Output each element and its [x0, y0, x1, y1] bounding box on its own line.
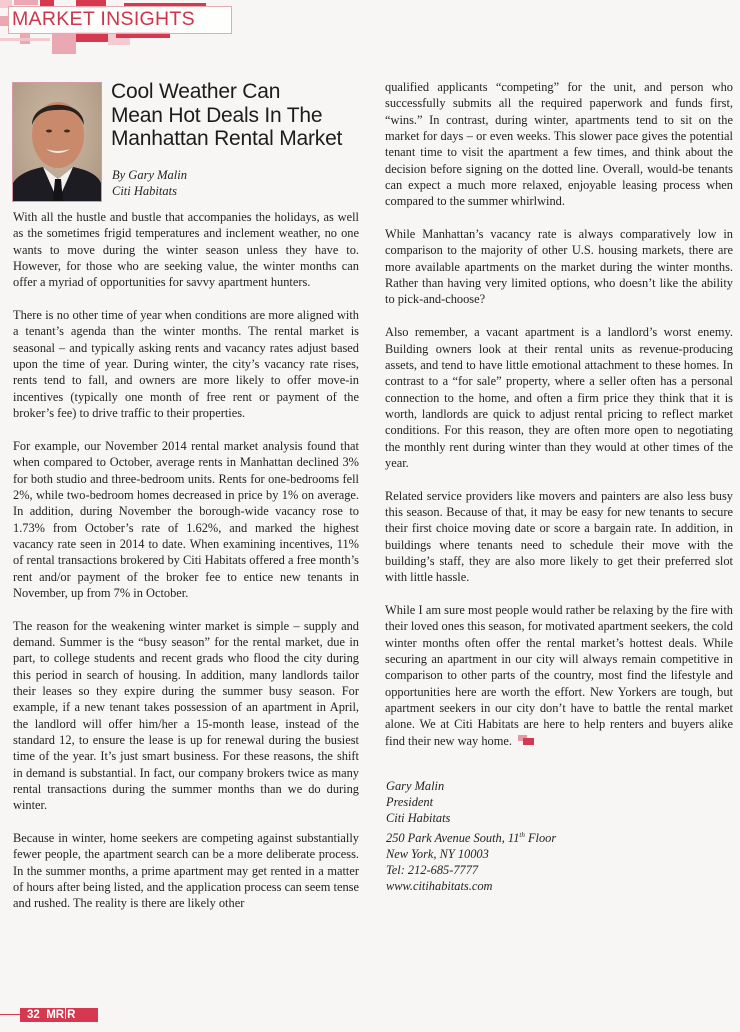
article-column-right [385, 79, 733, 765]
signature-website[interactable]: www.citihabitats.com [386, 879, 493, 894]
article-column-left [13, 209, 359, 928]
signature-city: New York, NY 10003 [386, 846, 489, 861]
paragraph-text: While I am sure most people would rather be relaxing by the fire with their loved ones this season, for motivated apartment seekers, the cold winter months often offer the rental market’s hottest deals. While securing an apartment in our city will always remain competitive in comparison to other parts of the country, most find the lifestyle and opportunities here are worth the effort. New Yorkers are tough, but apartment seekers in our city don’t have to battle the rental market alone. We at Citi Habitats are here to help renters and buyers alike find their new way home. [385, 603, 733, 748]
paragraph: Because in winter, home seekers are competing against substantially fewer people, the apartment search can be a more deliberate process. In the summer months, a prime apartment may get rented in a matter of hours after being listed, and the application process can seem tense and rushed. The reality is there are likely other [13, 831, 359, 911]
article-headline [111, 80, 361, 151]
paragraph: qualified applicants “competing” for the unit, and person who successfully submits all the required paperwork and funds first, “wins.” In contrast, during winter, apartments tend to sit on the market for days – or even weeks. This slower pace gives the potential tenant time to visit the apartment a few times, and think about the decision before signing on the dotted line. Overall, would-be tenants can expect a much more relaxed, enjoyable leasing process when compared to the summer whirlwind. [385, 80, 733, 209]
paragraph: There is no other time of year when conditions are more aligned with a tenant’s agenda than the winter months. The rental market is seasonal – and typically asking rents and vacancy rates adjust based upon the time of year. During winter, the city’s vacancy rate rises, rents tend to fall, and owners are more likely to offer move-in incentives (typically one month of free rent or payment of the broker’s fee) to drive traffic to their properties. [13, 308, 359, 421]
signature-title: President [386, 795, 434, 810]
paragraph: Also remember, a vacant apartment is a landlord’s worst enemy. Building owners look at their rental units as revenue-producing assets, and tend to have little emotional attachment to these homes. In contrast to a “for sale” property, where a seller often has a personal connection to the home, and often a firm price they think that it is worth, landlords are quick to adjust rental pricing to reflect market conditions. For this reason, they are often more open to negotiating the monthly rent during winter than they would at other times of the year. [385, 325, 733, 470]
logo-divider [65, 1008, 66, 1019]
paragraph: Related service providers like movers and painters are also less busy this season. Because of that, it may be easy for new tenants to secure their first choice moving date or score a bargain rate. In addition, in buildings where tenants need to schedule their move with the building’s staff, they are also more likely to get their preferred slot with little hassle. [385, 488, 733, 585]
section-title: MARKET INSIGHTS [12, 8, 195, 30]
portrait-illustration [13, 83, 101, 201]
address-street: 250 Park Avenue South, 11 [386, 830, 520, 845]
byline [112, 167, 187, 199]
paragraph: For example, our November 2014 rental market analysis found that when compared to October, average rents in Manhattan declined 3% for both studio and three-bedroom units. Rents for one-bedrooms fell 2%, while two-bedroom homes decreased in price by 1% on average. In addition, during November the borough-wide vacancy rose to 1.73% from October’s rate of 1.62%, and marked the highest vacancy rate seen in 2014 to date. When examining incentives, 11% of rental transactions brokered by Citi Habitats offered a free month’s rent and/or payment of the broker fee to entice new tenants in November, up from 7% in October. [13, 438, 359, 600]
address-floor: Floor [524, 830, 557, 845]
paragraph: While Manhattan’s vacancy rate is always comparatively low in comparison to the majority of other U.S. housing markets, there are more available apartments on the market during the winter months. Rather than having very limited options, who doesn’t like the ability to pick-and-choose? [385, 227, 733, 307]
paragraph-final [385, 602, 733, 749]
folio-rule [0, 1014, 20, 1015]
headline-line: Mean Hot Deals In The [111, 103, 323, 127]
banner-decor-block [0, 38, 50, 41]
banner-decor-block [0, 16, 8, 26]
paragraph: With all the hustle and bustle that accompanies the holidays, as well as the sometimes frigid temperatures and inclement weather, no one wants to move during the winter season unless they have to. However, for those who are seeking value, the winter months can offer a myriad of opportunities for savvy apartment hunters. [13, 210, 359, 290]
address-ordinal: th [519, 830, 525, 839]
byline-company: Citi Habitats [112, 184, 177, 198]
author-photo [12, 82, 102, 202]
signature-name: Gary Malin [386, 779, 445, 793]
section-banner [0, 0, 240, 56]
end-of-article-icon [518, 735, 536, 746]
banner-decor-block [14, 0, 38, 5]
page-number: 32 [27, 1009, 40, 1021]
magazine-logo-part: MR [46, 1009, 65, 1021]
paragraph: The reason for the weakening winter market is simple – supply and demand. Summer is the “busy season” for the rental market, due in part, to college students and recent grads who flood the city during this period in search of housing. In addition, many landlords tailor their leases so they expire during the summer busy season. For example, if a new tenant takes possession of an apartment in April, the landlord will offer him/her a 15-month lease, instead of the standard 12, to ensure the lease is up for renewal during the busiest time of the year. It’s just smart business. For these reasons, the shift in demand is substantial. In fact, our company brokers twice as many rental transactions during the summer months than we do during winter. [13, 618, 359, 813]
author-signature [386, 778, 556, 895]
headline-line: Cool Weather Can [111, 80, 281, 103]
signature-address [386, 827, 556, 846]
magazine-logo-part: R [67, 1009, 76, 1021]
signature-company: Citi Habitats [386, 811, 451, 826]
banner-decor-block [52, 32, 76, 54]
headline-line: Manhattan Rental Market [111, 127, 343, 150]
page-folio [20, 1008, 98, 1022]
byline-author: By Gary Malin [112, 168, 187, 182]
signature-phone: Tel: 212-685-7777 [386, 863, 479, 878]
